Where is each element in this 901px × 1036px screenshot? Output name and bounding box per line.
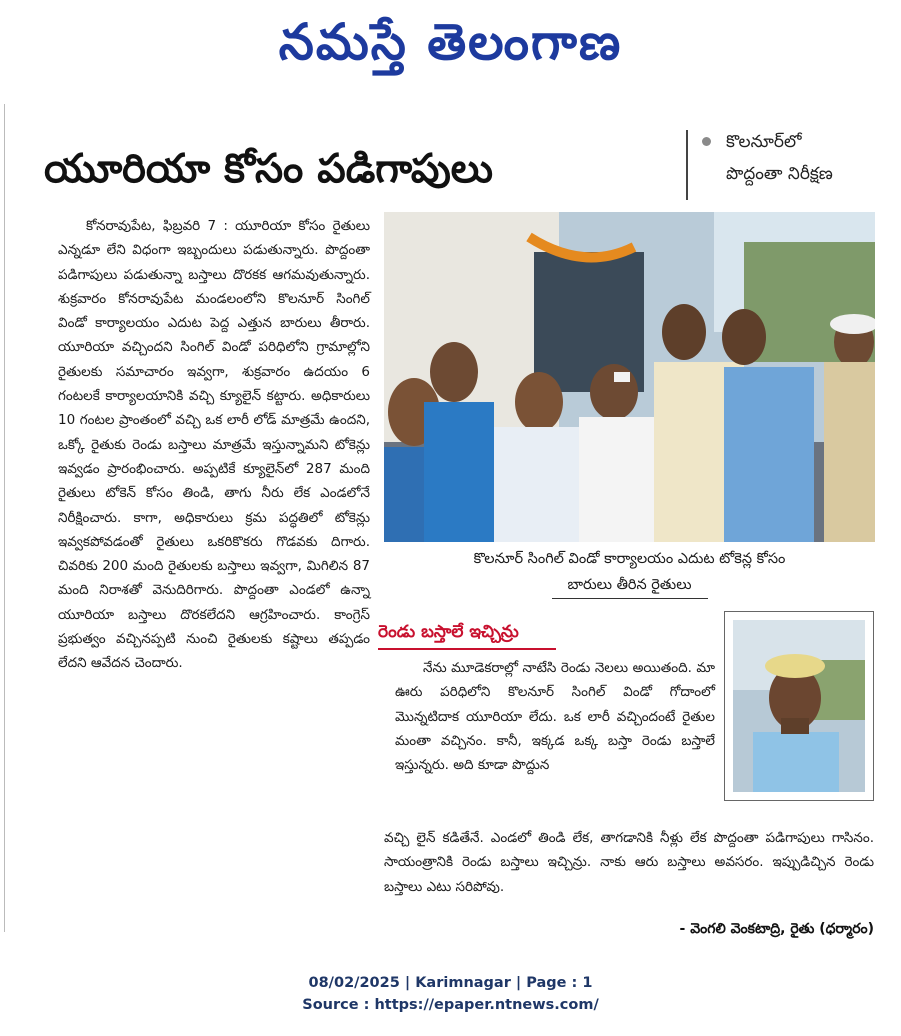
farmer-quote-part2 <box>384 826 874 899</box>
photo-caption-line2: బారులు తీరిన రైతులు <box>552 572 708 599</box>
source-url[interactable]: Source : https://epaper.ntnews.com/ <box>302 997 599 1013</box>
side-summary-line1 <box>700 126 890 158</box>
farmer-quote-part1 <box>395 656 715 777</box>
photo-caption-line1: కొలనూర్ సింగిల్ విండో కార్యాలయం ఎదుట టోకెన్ల కోసం <box>473 551 786 567</box>
side-summary-text1: కొలనూర్‌లో <box>726 132 802 152</box>
subheading-underline <box>378 648 556 650</box>
newspaper-masthead: నమస్తే తెలంగాణ <box>278 12 623 71</box>
farmer-quote-text1: నేను మూడెకరాల్లో నాటేసి రెండు నెలలు అయితంది. మా ఊరు పరిధిలోని కొలనూర్ సింగిల్ విండో గోదాంలో మొన్నటిదాక యూరియా లేదు. ఒక లారీ వచ్చిందంటే రైతుల మంతా వచ్చినం. కానీ, ఇక్కడ ఒక్క బస్తా రెండు బస్తాలే ఇస్తున్నరు. అది కూడా పొద్దున <box>395 660 715 774</box>
news-photo-farmers-queue <box>384 212 875 542</box>
page-frame-rule <box>4 104 5 932</box>
edition-info: 08/02/2025 | Karimnagar | Page : 1 <box>308 975 593 991</box>
side-summary <box>700 126 890 190</box>
farmer-quote-text2: వచ్చి లైన్ కడితేనే. ఎండలో తిండి లేక, తాగడానికి నీళ్లు లేక పొద్దంతా పడిగాపులు గాసినం. సాయంత్రానికి రెండు బస్తాలు ఇచ్చిన్రు. నాకు ఆరు బస్తాలు అవసరం. ఇప్పుడిచ్చిన రెండు బస్తాలు ఎటు సరిపోవు. <box>384 830 874 895</box>
farmer-portrait-photo <box>724 611 874 801</box>
side-summary-line2: పొద్దంతా నిరీక్షణ <box>726 164 833 184</box>
quote-attribution: - వెంగలి వెంకటాద్రి, రైతు (ధర్మారం) <box>679 921 874 937</box>
page-footer <box>0 972 901 1016</box>
bullet-icon <box>702 137 711 146</box>
photo-caption <box>384 546 875 599</box>
sidebar-subheading: రెండు బస్తాలే ఇచ్చిన్రు <box>378 622 519 642</box>
article-body <box>58 214 370 676</box>
headline-divider <box>686 130 688 200</box>
article-headline: యూరియా కోసం పడిగాపులు <box>44 146 494 192</box>
article-body-text: కోనరావుపేట, ఫిబ్రవరి 7 : యూరియా కోసం రైతులు ఎన్నడూ లేని విధంగా ఇబ్బందులు పడుతున్నారు. పొద్దంతా పడిగాపులు పడుతున్నా బస్తాలు దొరకక ఆగమవుతున్నారు. శుక్రవారం కోనరావుపేట మండలంలోని కొలనూర్ సింగిల్ విండో కార్యాలయం ఎదుట పెద్ద ఎత్తున బారులు తీరారు. యూరియా వచ్చిందని సింగిల్ విండో పరిధిలోని గ్రామాల్లోని రైతులకు సమాచారం ఇవ్వగా, శుక్రవారం ఉదయం 6 గంటలకే కార్యాలయానికి వచ్చి క్యూలైన్ కట్టారు. అధికారులు 10 గంటల ప్రాంతంలో వచ్చి ఒక లారీ లోడ్ మాత్రమే ఉందని, ఒక్కో రైతుకు రెండు బస్తాలు మాత్రమే ఇస్తున్నామని టోకెన్లు ఇవ్వడం ప్రారంభించారు. అప్పటికే క్యూలైన్‌లో 287 మంది రైతులు టోకెన్ కోసం తిండి, తాగు నీరు లేక ఎండలోనే నిరీక్షించారు. కాగా, అధికారులు క్రమ పద్ధతిలో టోకెన్లు ఇవ్వకపోవడంతో రైతులు ఒకరికొకరు గొడవకు దిగారు. చివరికు 200 మంది రైతులకు బస్తాలు ఇవ్వగా, మిగిలిన 87 మంది నిరాశతో వెనుదిరిగారు. పొద్దంతా ఎండలో ఉన్నా యూరియా బస్తాలు దొరకలేదని ఆగ్రహించారు. కాంగ్రెస్ ప్రభుత్వం వచ్చినప్పటి నుంచి రైతులకు కష్టాలు తప్పడం లేదని ఆవేదన చెందారు. <box>58 218 370 672</box>
